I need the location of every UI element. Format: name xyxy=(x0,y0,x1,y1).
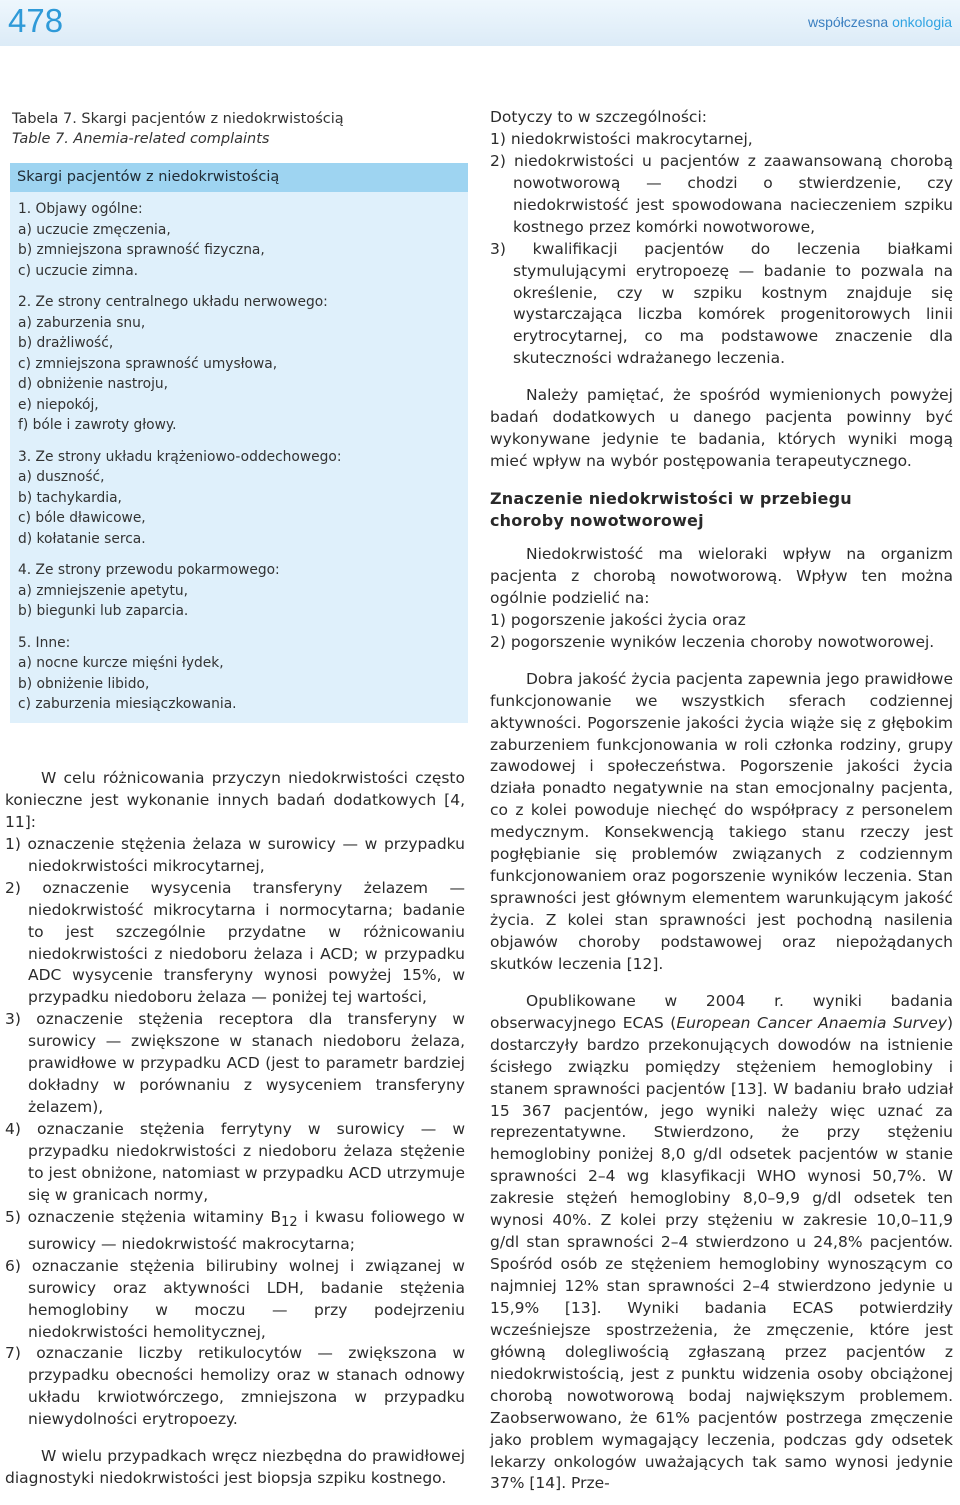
biopsy-indication-item: 1) niedokrwistości makrocytarnej, xyxy=(490,129,753,148)
complaint-item: e) niepokój, xyxy=(18,396,99,413)
biopsy-indication-item: 2) niedokrwistości u pacjentów z zaawansowaną chorobą nowotworową — chodzi o stwierdzenie, czy niedokrwistość jest spowodowana nacieczeniem szpiku kostnego przez komórki nowotworowe, xyxy=(490,151,953,236)
item5-text-before: 5) oznaczenie stężenia witaminy B xyxy=(5,1207,282,1226)
complaint-item: b) zmniejszona sprawność fizyczna, xyxy=(18,242,265,258)
diagnostic-test-item: 6) oznaczanie stężenia bilirubiny wolnej i związanej w surowicy oraz aktywności LDH, badanie stężenia hemoglobiny w moczu — przy podejrzeniu niedokrwistości hemolitycznej, xyxy=(5,1256,465,1341)
complaint-item: d) obniżenie nastroju, xyxy=(18,376,169,392)
complaint-group xyxy=(18,633,460,715)
page-header xyxy=(0,0,960,46)
section-heading-line2: choroby nowotworowej xyxy=(490,511,704,530)
diagnostic-test-item: 1) oznaczenie stężenia żelaza w surowicy — w przypadku niedokrwistości mikrocytarnej, xyxy=(5,834,465,875)
complaint-group-title: 5. Inne: xyxy=(18,634,71,651)
biopsy-paragraph: W wielu przypadkach wręcz niezbędna do prawidłowej diagnostyki niedokrwistości jest biopsja szpiku kostnego. xyxy=(5,1447,465,1488)
table-caption-english: Table 7. Anemia-related complaints xyxy=(12,131,270,147)
complaint-group xyxy=(18,292,460,436)
page-number: 478 xyxy=(8,2,64,39)
complaint-item: b) obniżenie libido, xyxy=(18,675,150,692)
ecas-text-after: ) dostarczyły bardzo przekonujących dowodów na istnienie ścisłego związku pomiędzy stężeniem hemoglobiny i stanem sprawności pacjentów [13]. W badaniu brało udział 15 367 pacjentów, jego wyniki należy więc uznać za reprezentatywne. Stwierdzono, że przy stężeniu hemoglobiny poniżej 8,0 g/dl odsetek pacjentów w stanie sprawności 2–4 wg klasyfikacji WHO wynosi 50,7%. W zakresie stężeń hemoglobiny 8,0–9,9 g/dl odsetek ten wynosi 40%. Z kolei przy stężeniu w zakresie 10,0–11,9 g/dl stan sprawności 2–4 stwierdzono u 24,8% pacjentów. Spośród osób ze stężeniem hemoglobiny wynoszącym co najmniej 12% stan sprawności 2–4 stwierdzono jedynie u 15,9% [13]. Wyniki badania ECAS potwierdziły wcześniejsze spostrzeżenia, że zmęczenie, które jest główną dolegliwością zgłaszaną przez pacjentów z niedokrwistością, jest z punktu widzenia osoby obciążonej chorobą nowotworową bodaj największym problemem. Zaobserwowano, że 61% pacjentów postrzega zmęczenie jako problem wymagający leczenia, podczas gdy odsetek lekarzy onkologów uważających tak samo wynosi jedynie 37% [14]. Prze- xyxy=(490,1013,953,1493)
complaint-group xyxy=(18,447,460,550)
complaint-item: c) zaburzenia miesiączkowania. xyxy=(18,696,237,712)
impact-paragraph: Niedokrwistość ma wieloraki wpływ na organizm pacjenta z chorobą nowotworową. Wpływ ten można ogólnie podzielić na: xyxy=(490,545,953,607)
complaint-item: c) zmniejszona sprawność umysłowa, xyxy=(18,355,278,372)
complaint-item: d) kołatanie serca. xyxy=(18,530,146,547)
complaint-group xyxy=(18,560,460,622)
table-caption xyxy=(12,109,462,149)
diagnostics-intro: W celu różnicowania przyczyn niedokrwistości często konieczne jest wykonanie innych badań dodatkowych [4, 11]: xyxy=(5,769,465,831)
diagnostic-test-item: 3) oznaczenie stężenia receptora dla transferyny w surowicy — zwiększone w stanach niedoboru żelaza, prawidłowe w przypadku ACD (jest to parametr bardziej dokładny w porównaniu z wysyceniem transferyny żelazem), xyxy=(5,1010,465,1117)
section-heading xyxy=(490,488,953,532)
complaint-item: a) duszność, xyxy=(18,469,105,485)
table-header: Skargi pacjentów z niedokrwistością xyxy=(10,163,468,192)
section-heading-line1: Znaczenie niedokrwistości w przebiegu xyxy=(490,489,852,508)
journal-name xyxy=(808,14,952,30)
journal-name-prefix: współczesna xyxy=(808,14,889,30)
impact-item: 2) pogorszenie wyników leczenia choroby nowotworowej. xyxy=(490,632,935,651)
left-column xyxy=(5,768,465,1490)
complaint-item: c) bóle dławicowe, xyxy=(18,510,146,526)
diagnostic-test-item-vitamin xyxy=(5,1207,465,1256)
complaint-item: a) zmniejszenie apetytu, xyxy=(18,582,188,599)
diagnostic-test-item: 7) oznaczanie liczby retikulocytów — zwiększona w przypadku obecności hemolizy oraz w stanach odnowy układu krwiotwórczego, zmniejszona w przypadku niewydolności erytropoezy. xyxy=(5,1344,465,1429)
diagnostic-test-item: 4) oznaczanie stężenia ferrytyny w surowicy — w przypadku niedokrwistości z niedoboru żelaza stężenie to jest obniżone, natomiast w przypadku ACD utrzymuje się w granicach normy, xyxy=(5,1120,465,1204)
complaint-group-title: 2. Ze strony centralnego układu nerwowego: xyxy=(18,294,328,310)
item5-subscript: 12 xyxy=(281,1214,298,1230)
complaint-group xyxy=(18,199,460,281)
complaints-table xyxy=(10,163,468,723)
complaint-item: b) biegunki lub zaparcia. xyxy=(18,603,189,619)
journal-name-accent: onkologia xyxy=(892,14,952,30)
complaint-item: a) uczucie zmęczenia, xyxy=(18,221,171,238)
complaint-item: f) bóle i zawroty głowy. xyxy=(18,417,177,433)
remember-paragraph: Należy pamiętać, że spośród wymienionych powyżej badań dodatkowych u danego pacjenta powinny być wykonywane jedynie te badania, których wyniki mogą mieć wpływ na wybór postępowania terapeutycznego. xyxy=(490,386,953,471)
impact-item: 1) pogorszenie jakości życia oraz xyxy=(490,610,746,629)
complaint-group-title: 1. Objawy ogólne: xyxy=(18,201,143,217)
right-column xyxy=(490,107,953,1495)
biopsy-indication-item: 3) kwalifikacji pacjentów do leczenia białkami stymulującymi erytropoezę — badanie to pozwala na określenie, czy w szpiku kostnym znajduje się wystarczająca liczba komórek progenitorowych linii erytrocytarnej, co ma podstawowe znaczenie dla skuteczności wdrażanego leczenia. xyxy=(490,239,953,368)
item5-text-after: i kwasu foliowego w surowicy — niedokrwistość makrocytarna; xyxy=(28,1207,465,1253)
complaint-item: a) zaburzenia snu, xyxy=(18,314,146,331)
table-body xyxy=(10,192,468,715)
ecas-text-before: Opublikowane w 2004 r. wyniki badania obserwacyjnego ECAS ( xyxy=(490,991,953,1032)
table-caption-polish: Tabela 7. Skargi pacjentów z niedokrwistością xyxy=(12,111,344,127)
biopsy-indications-intro: Dotyczy to w szczególności: xyxy=(490,108,707,126)
quality-of-life-paragraph: Dobra jakość życia pacjenta zapewnia jego prawidłowe funkcjonowanie we wszystkich sferach codziennej aktywności. Pogorszenie jakości życia wiąże się z głębokim zaburzeniem funkcjonowania w roli członka rodziny, grupy zawodowej i społeczeństwa. Pogorszenie jakości życia działa ponadto negatywnie na stan emocjonalny pacjenta, co z kolei powoduje niechęć do współpracy z personelem medycznym. Konsekwencją takiego stanu rzeczy jest pogłębianie się problemów związanych z codziennym funkcjonowaniem oraz pogorszenie wyników leczenia. Stan sprawności jest głównym elementem warunkującym jakość życia. Z kolei stan sprawności jest pochodną nasilenia objawów choroby podstawowej oraz niepożądanych skutków leczenia [12]. xyxy=(490,669,953,973)
ecas-paragraph xyxy=(490,991,953,1496)
ecas-survey-name: European Cancer Anaemia Survey xyxy=(676,1013,947,1032)
diagnostic-test-item: 2) oznaczenie wysycenia transferyny żelazem — niedokrwistość mikrocytarna i normocytarna; badanie to jest szczególnie przydatne w różnicowaniu niedokrwistości z niedoboru żelaza i ACD; w przypadku ADC wysycenie transferyny wynosi powyżej 15%, w przypadku niedoboru żelaza — poniżej tej wartości, xyxy=(5,878,465,1007)
complaint-item: b) drażliwość, xyxy=(18,335,114,351)
complaint-item: a) nocne kurcze mięśni łydek, xyxy=(18,655,224,671)
complaint-item: c) uczucie zimna. xyxy=(18,262,139,279)
complaint-group-title: 4. Ze strony przewodu pokarmowego: xyxy=(18,562,280,578)
complaint-group-title: 3. Ze strony układu krążeniowo-oddechowego: xyxy=(18,448,342,465)
complaint-item: b) tachykardia, xyxy=(18,489,122,506)
